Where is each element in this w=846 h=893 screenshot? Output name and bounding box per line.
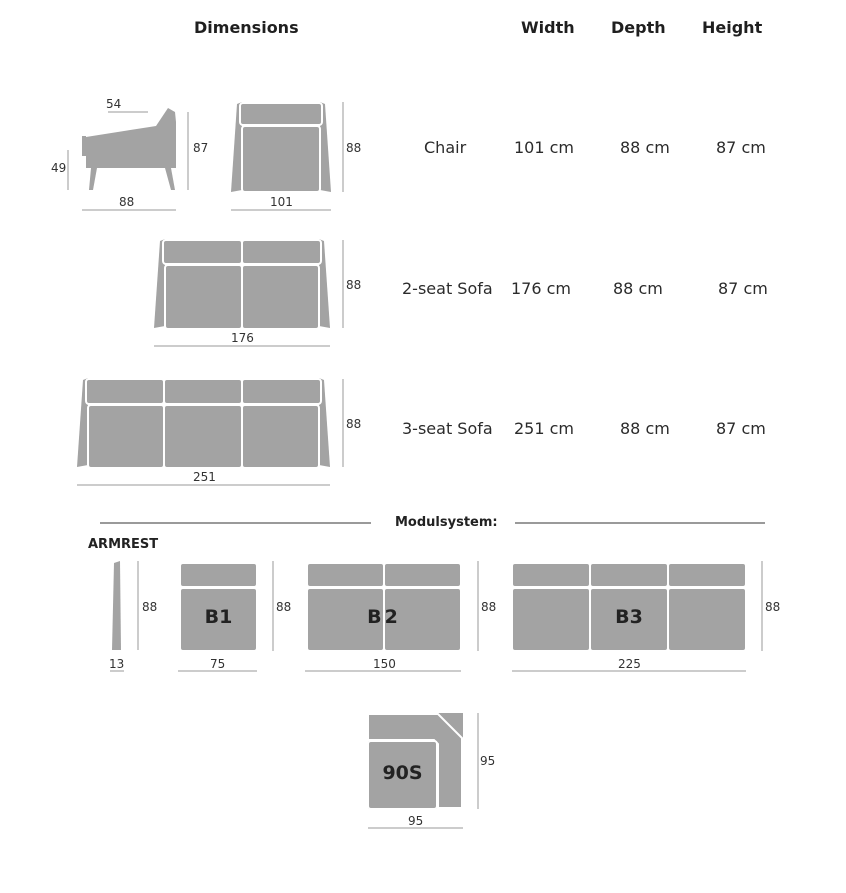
sofa2-height: 87 cm [718,279,768,298]
chair-height-dim: 87 [193,141,209,155]
sofa3-name: 3-seat Sofa [402,419,493,438]
chair-name: Chair [424,138,467,157]
sofa2-width: 176 cm [511,279,572,298]
dimensions-header: Dimensions [194,18,299,37]
armrest-width-dim: 13 [109,657,125,671]
width-header: Width [521,18,575,37]
sofa3-depth-dim: 88 [346,417,362,431]
sofa2-depth: 88 cm [613,279,663,298]
s90-width-dim: 95 [408,814,424,828]
armrest-drawing [110,561,138,671]
b2-depth-dim: 88 [481,600,497,614]
sofa3-drawing [77,378,343,485]
sofa2-width-dim: 176 [231,331,254,345]
modulsystem-title: Modulsystem: [395,515,498,530]
chair-front-width-dim: 101 [270,195,293,209]
chair-width: 101 cm [514,138,575,157]
b1-depth-dim: 88 [276,600,292,614]
armrest-depth-dim: 88 [142,600,158,614]
b2-width-dim: 150 [373,657,396,671]
sofa2-drawing [154,239,343,346]
s90-label: 90S [382,762,423,784]
s90-depth-dim: 95 [480,754,496,768]
b1-width-dim: 75 [210,657,226,671]
sofa2-depth-dim: 88 [346,278,362,292]
b3-depth-dim: 88 [765,600,781,614]
chair-depth: 88 cm [620,138,670,157]
b3-width-dim: 225 [618,657,641,671]
sofa3-height: 87 cm [716,419,766,438]
depth-header: Depth [611,18,666,37]
chair-front-view [231,102,343,210]
b3-label: B3 [615,606,643,628]
height-header: Height [702,18,763,37]
sofa3-width: 251 cm [514,419,575,438]
chair-side-depth-dim: 88 [119,195,135,209]
sofa2-name: 2-seat Sofa [402,279,493,298]
chair-height: 87 cm [716,138,766,157]
b1-label: B1 [204,606,233,628]
sofa3-depth: 88 cm [620,419,670,438]
sofa3-width-dim: 251 [193,470,216,484]
chair-side-top-dim: 54 [106,97,122,111]
b2-label: B2 [367,606,401,628]
chair-front-depth-dim: 88 [346,141,362,155]
chair-seat-height-dim: 49 [51,161,67,175]
armrest-title: ARMREST [88,537,159,552]
